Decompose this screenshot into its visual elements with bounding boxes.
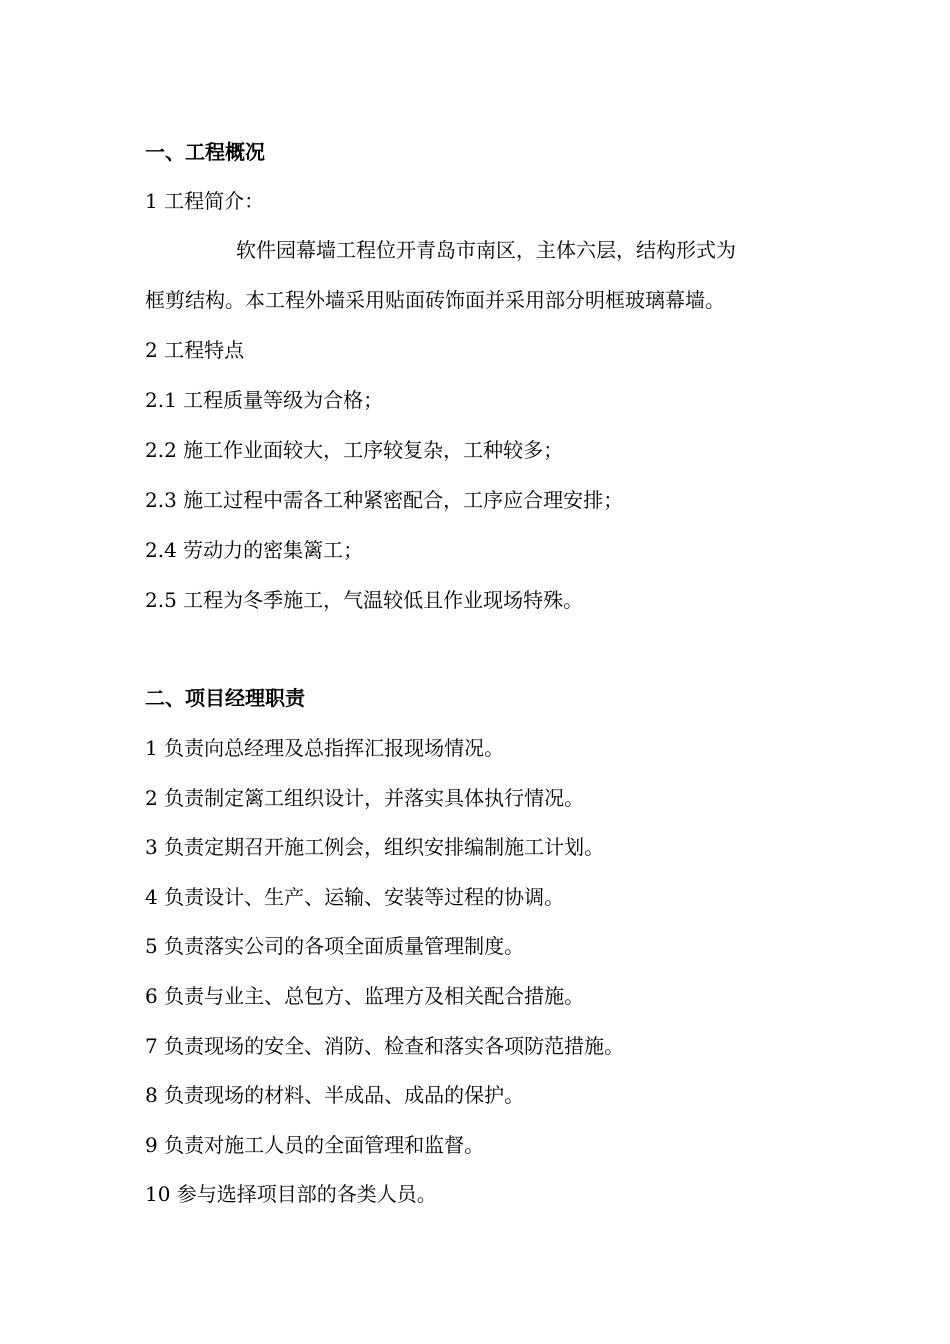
duty-item: 6 负责与业主、总包方、监理方及相关配合措施。 [145, 984, 585, 1008]
duty-item: 4 负责设计、生产、运输、安装等过程的协调。 [145, 885, 565, 909]
feature-item: 2.2 施工作业面较大，工序较复杂，工种较多； [145, 438, 564, 462]
section2-heading: 二、项目经理职责 [145, 686, 305, 710]
duty-item: 8 负责现场的材料、半成品、成品的保护。 [145, 1083, 525, 1107]
duty-item: 10 参与选择项目部的各类人员。 [145, 1182, 437, 1206]
duty-item: 3 负责定期召开施工例会，组织安排编制施工计划。 [145, 835, 605, 859]
duty-item: 1 负责向总经理及总指挥汇报现场情况。 [145, 736, 505, 760]
feature-item: 2.3 施工过程中需各工种紧密配合，工序应合理安排； [145, 488, 624, 512]
intro-paragraph-line-1: 软件园幕墙工程位开青岛市南区，主体六层，结构形式为 [236, 238, 736, 262]
intro-paragraph-line-2: 框剪结构。本工程外墙采用贴面砖饰面并采用部分明框玻璃幕墙。 [145, 288, 725, 312]
duty-item: 7 负责现场的安全、消防、检查和落实各项防范措施。 [145, 1034, 625, 1058]
feature-item: 2.1 工程质量等级为合格； [145, 388, 384, 412]
duty-item: 2 负责制定篱工组织设计，并落实具体执行情况。 [145, 786, 585, 810]
features-title: 2 工程特点 [145, 338, 245, 362]
feature-item: 2.4 劳动力的密集篱工； [145, 538, 364, 562]
duty-item: 5 负责落实公司的各项全面质量管理制度。 [145, 934, 525, 958]
intro-title: 1 工程简介： [145, 189, 265, 213]
feature-item: 2.5 工程为冬季施工，气温较低且作业现场特殊。 [145, 588, 584, 612]
section1-heading: 一、工程概况 [145, 140, 265, 164]
duty-item: 9 负责对施工人员的全面管理和监督。 [145, 1133, 485, 1157]
